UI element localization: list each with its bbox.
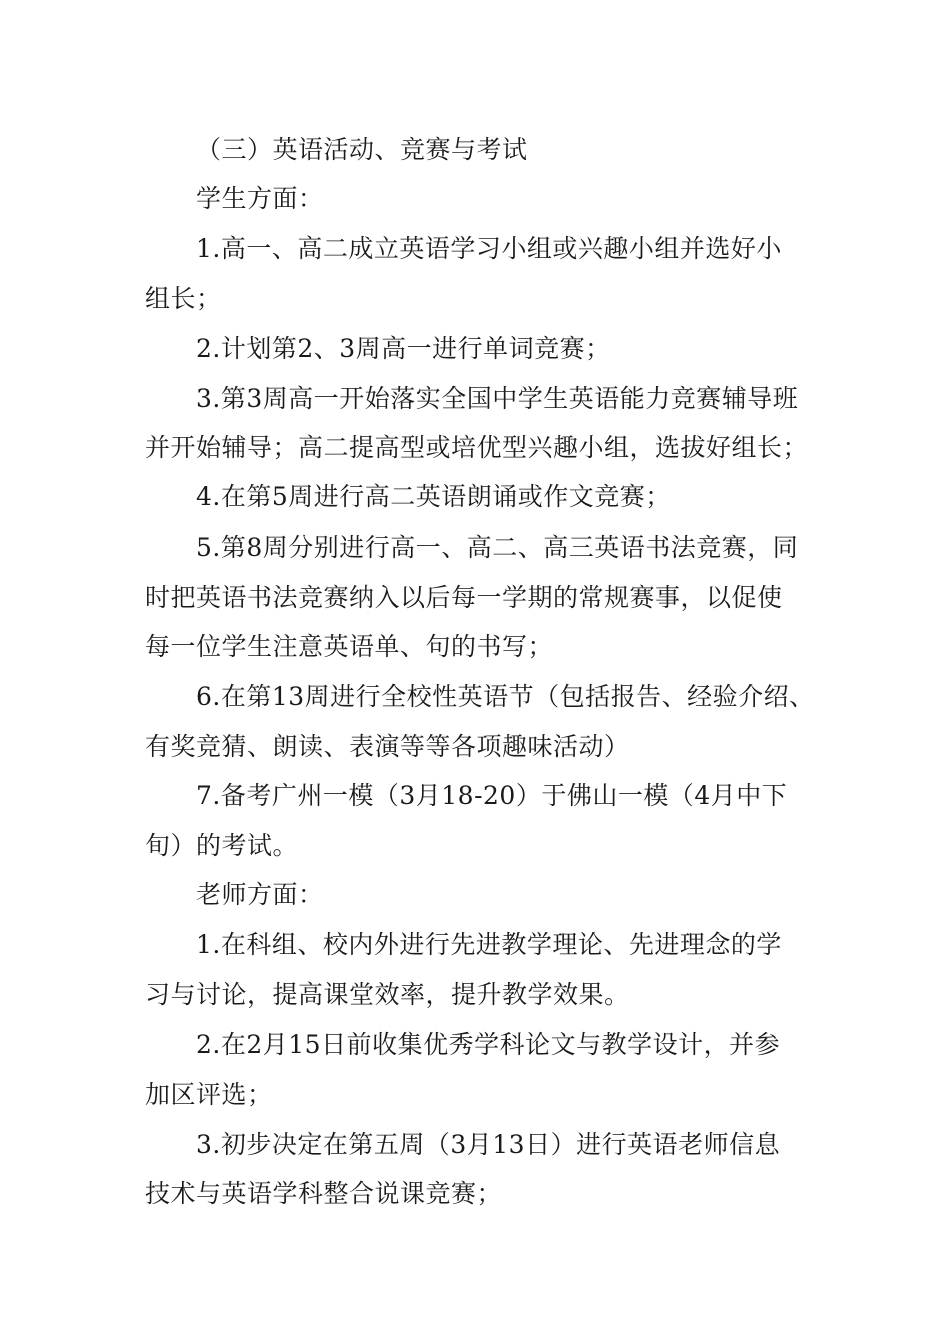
teacher-item-3-line-1: 3.初步决定在第五周（3月13日）进行英语老师信息 bbox=[196, 1130, 781, 1159]
teacher-item-1-line-1: 1.在科组、校内外进行先进教学理论、先进理念的学 bbox=[196, 930, 782, 959]
student-item-3-line-2: 并开始辅导；高二提高型或培优型兴趣小组，选拔好组长； bbox=[145, 433, 809, 462]
teacher-item-1-line-2: 习与讨论，提高课堂效率，提升教学效果。 bbox=[145, 980, 630, 1009]
student-item-6-line-2: 有奖竞猜、朗读、表演等等各项趣味活动） bbox=[145, 732, 630, 761]
student-item-2: 2.计划第2、3周高一进行单词竞赛； bbox=[196, 334, 611, 363]
student-item-3-line-1: 3.第3周高一开始落实全国中学生英语能力竞赛辅导班 bbox=[196, 384, 799, 413]
student-item-1-line-1: 1.高一、高二成立英语学习小组或兴趣小组并选好小 bbox=[196, 234, 782, 263]
teacher-subheading: 老师方面： bbox=[196, 880, 324, 909]
teacher-item-2-line-2: 加区评选； bbox=[145, 1080, 273, 1109]
teacher-item-2-line-1: 2.在2月15日前收集优秀学科论文与教学设计，并参 bbox=[196, 1030, 781, 1059]
teacher-item-3-line-2: 技术与英语学科整合说课竞赛； bbox=[145, 1179, 503, 1208]
student-item-5-line-1: 5.第8周分别进行高一、高二、高三英语书法竞赛，同 bbox=[196, 533, 799, 562]
student-item-6-line-1: 6.在第13周进行全校性英语节（包括报告、经验介绍、 bbox=[196, 682, 815, 711]
student-item-7-line-2: 旬）的考试。 bbox=[145, 831, 299, 860]
student-subheading: 学生方面： bbox=[196, 184, 324, 213]
student-item-4: 4.在第5周进行高二英语朗诵或作文竞赛； bbox=[196, 482, 671, 511]
student-item-5-line-2: 时把英语书法竞赛纳入以后每一学期的常规赛事，以促使 bbox=[145, 583, 783, 612]
section-heading: （三）英语活动、竞赛与考试 bbox=[196, 135, 528, 164]
student-item-5-line-3: 每一位学生注意英语单、句的书写； bbox=[145, 632, 554, 661]
student-item-1-line-2: 组长； bbox=[145, 284, 222, 313]
student-item-7-line-1: 7.备考广州一模（3月18-20）于佛山一模（4月中下 bbox=[196, 781, 788, 810]
